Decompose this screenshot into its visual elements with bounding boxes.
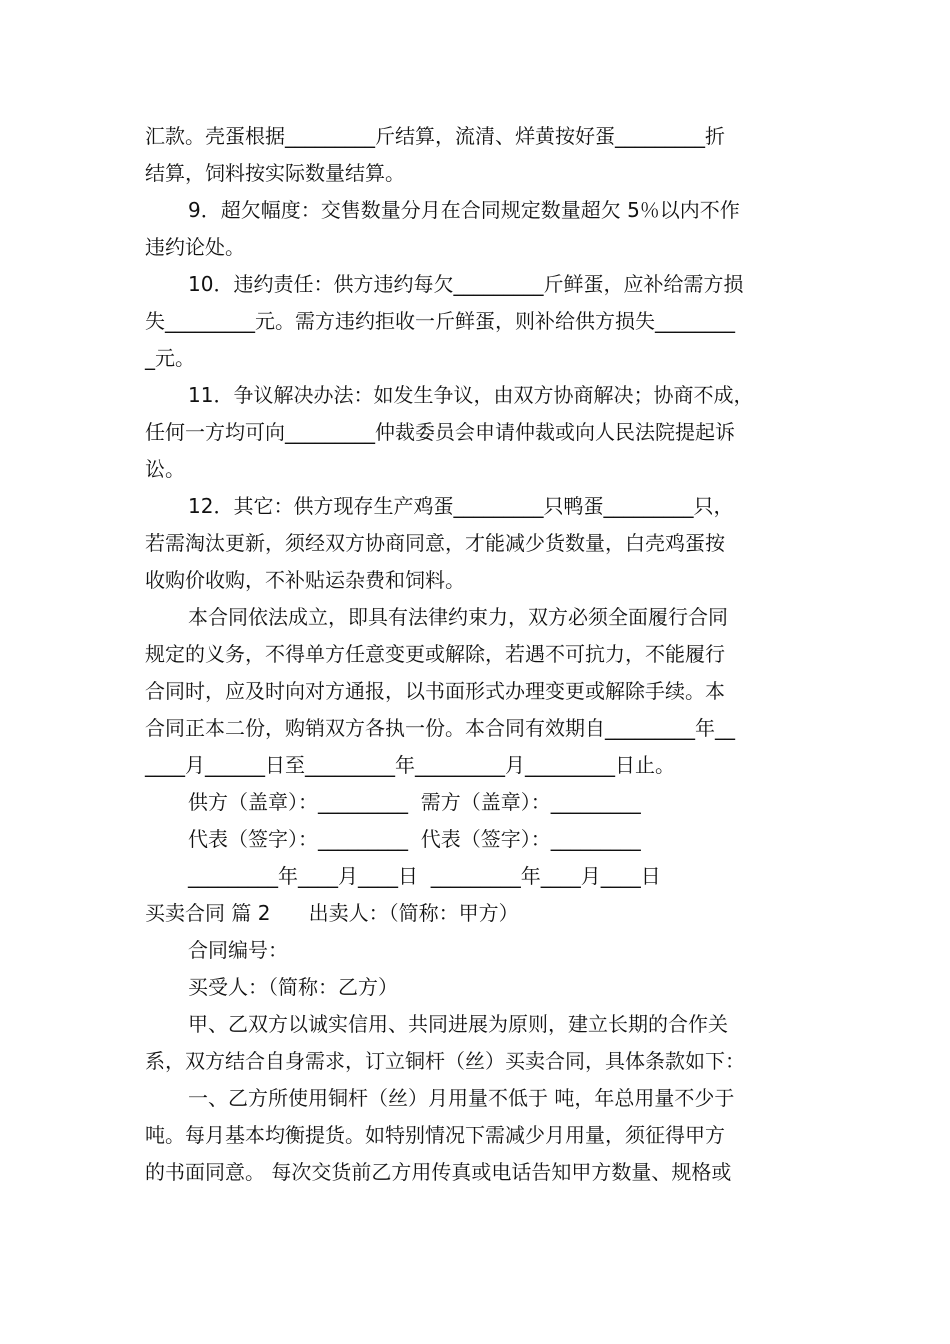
clause-9: 9．超欠幅度：交售数量分月在合同规定数量超欠 5％以内不作 [188,198,740,222]
text-line: 收购价收购，不补贴运杂费和饲料。 [145,568,465,592]
text-line: _元。 [145,346,195,370]
signature-representative-line: 代表（签字）：_________ 代表（签字）：_________ [188,827,641,851]
document-page [145,118,807,1191]
contract-validity-paragraph: 本合同依法成立，即具有法律约束力，双方必须全面履行合同 [188,605,728,629]
text-line: 讼。 [145,457,185,481]
text-line: 合同正本二份，购销双方各执一份。本合同有效期自_________年__ [145,716,735,740]
text-line: 规定的义务，不得单方任意变更或解除，若遇不可抗力，不能履行 [145,642,725,666]
article-1: 一、乙方所使用铜杆（丝）月用量不低于 吨，年总用量不少于 [188,1086,735,1110]
clause-12: 12．其它：供方现存生产鸡蛋_________只鸭蛋_________只， [188,494,734,518]
text-line: ____月______日至_________年_________月_________日止。 [145,753,675,777]
text-line: 结算，饲料按实际数量结算。 [145,161,405,185]
contract-number-label: 合同编号： [188,938,288,962]
intro-paragraph: 甲、乙双方以诚实信用、共同进展为原则，建立长期的合作关 [188,1012,728,1036]
section-heading: 买卖合同 篇 2 出卖人：（简称：甲方） [145,901,519,925]
signature-seal-line: 供方（盖章）：_________ 需方（盖章）：_________ [188,790,641,814]
text-line: 任何一方均可向_________仲裁委员会申请仲裁或向人民法院提起诉 [145,420,735,444]
text-line: 合同时，应及时向对方通报，以书面形式办理变更或解除手续。本 [145,679,725,703]
buyer-label: 买受人：（简称：乙方） [188,975,398,999]
clause-10: 10．违约责任：供方违约每欠_________斤鲜蛋，应补给需方损 [188,272,744,296]
clause-11: 11．争议解决办法：如发生争议，由双方协商解决；协商不成， [188,383,754,407]
text-line: 若需淘汰更新，须经双方协商同意，才能减少货数量，白壳鸡蛋按 [145,531,725,555]
text-line: 违约论处。 [145,235,245,259]
text-line: 汇款。壳蛋根据_________斤结算，流清、烊黄按好蛋_________折 [145,124,725,148]
text-line: 系，双方结合自身需求，订立铜杆（丝）买卖合同，具体条款如下： [145,1049,745,1073]
text-line: 吨。每月基本均衡提货。如特别情况下需减少月用量，须征得甲方 [145,1123,725,1147]
text-line: 失_________元。需方违约拒收一斤鲜蛋，则补给供方损失________ [145,309,735,333]
signature-date-line: _________年____月____日 _________年____月____日 [188,864,661,888]
text-line: 的书面同意。 每次交货前乙方用传真或电话告知甲方数量、规格或 [145,1160,732,1184]
